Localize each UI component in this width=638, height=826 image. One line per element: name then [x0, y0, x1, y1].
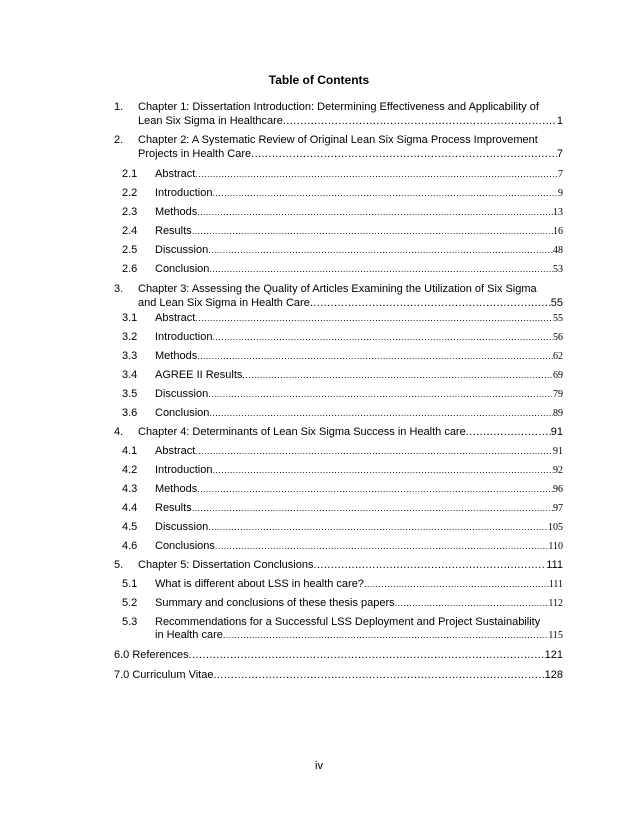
dot-leader	[195, 311, 553, 325]
toc-entry-page: 53	[553, 264, 563, 275]
dot-leader	[197, 205, 553, 219]
page-number: iv	[315, 760, 323, 772]
toc-entry-title: Discussion	[155, 244, 209, 256]
dot-leader	[212, 330, 553, 344]
toc-entry-title: Conclusions	[155, 540, 215, 552]
toc-entry-title: Results	[155, 502, 192, 514]
toc-entry-page: 105	[548, 522, 563, 533]
toc-entry-title: Introduction	[155, 464, 213, 476]
toc-entry-page: 79	[553, 389, 563, 400]
toc-entry-title: Chapter 4: Determinants of Lean Six Sigma Success in Health care	[138, 426, 466, 438]
toc-entry-page: 110	[548, 541, 563, 552]
toc-entry-number: 2.2	[122, 187, 138, 199]
toc-entry-number: 2.5	[122, 244, 138, 256]
dot-leader	[195, 444, 553, 458]
toc-entry-title: Methods	[155, 206, 198, 218]
toc-entry-title: 7.0 Curriculum Vitae	[114, 669, 214, 681]
dot-leader	[395, 596, 549, 610]
dot-leader	[310, 296, 551, 310]
toc-entry-page: 7	[556, 148, 563, 160]
toc-entry-page: 69	[553, 370, 563, 381]
toc-entry-page: 91	[550, 426, 563, 438]
dot-leader	[192, 501, 553, 515]
toc-entry-number: 2.6	[122, 263, 138, 275]
dot-leader	[197, 349, 553, 363]
dot-leader	[251, 147, 557, 161]
toc-entry-title: and Lean Six Sigma in Health Care	[138, 297, 310, 309]
toc-entry-title: Chapter 2: A Systematic Review of Original Lean Six Sigma Process Improvement	[138, 134, 538, 146]
toc-entry-number: 4.2	[122, 464, 138, 476]
toc-entry-page: 115	[548, 630, 563, 641]
toc-entry-number: 4.6	[122, 540, 138, 552]
toc-entry-page: 55	[553, 313, 563, 324]
dot-leader	[212, 463, 553, 477]
dot-leader	[197, 482, 553, 496]
toc-entry-title: Projects in Health Care	[138, 148, 252, 160]
dot-leader	[192, 224, 553, 238]
toc-entry-page: 13	[553, 207, 563, 218]
toc-entry-title: Abstract	[155, 312, 196, 324]
dot-leader	[466, 425, 551, 439]
toc-entry-number: 3.1	[122, 312, 138, 324]
toc-entry-title: Results	[155, 225, 192, 237]
toc-entry-page: 111	[546, 559, 563, 571]
page-title: Table of Contents	[268, 73, 370, 87]
toc-entry-title: Introduction	[155, 331, 213, 343]
dot-leader	[364, 577, 549, 591]
dot-leader	[215, 539, 548, 553]
toc-entry-title: Chapter 5: Dissertation Conclusions	[138, 559, 314, 571]
toc-entry-page: 48	[553, 245, 563, 256]
dot-leader	[283, 114, 557, 128]
toc-entry-title: Methods	[155, 350, 198, 362]
toc-entry-page: 96	[553, 484, 563, 495]
toc-entry-number: 3.	[114, 283, 124, 295]
toc-entry-title: in Health care	[155, 629, 223, 641]
dot-leader	[313, 558, 546, 572]
toc-entry-title: Chapter 1: Dissertation Introduction: Determining Effectiveness and Applicability of	[138, 101, 539, 113]
dot-leader	[195, 167, 558, 181]
toc-entry-title: Conclusion	[155, 263, 210, 275]
toc-entry-number: 3.2	[122, 331, 138, 343]
toc-entry-page: 9	[558, 188, 563, 199]
toc-entry-page: 1	[556, 115, 563, 127]
dot-leader	[208, 520, 548, 534]
toc-entry-title: Summary and conclusions of these thesis papers	[155, 597, 395, 609]
toc-entry-number: 2.	[114, 134, 124, 146]
toc-entry-page: 89	[553, 408, 563, 419]
toc-entry-page: 121	[544, 649, 563, 661]
dot-leader	[212, 186, 558, 200]
toc-entry-title: Conclusion	[155, 407, 210, 419]
toc-entry-page: 91	[553, 446, 563, 457]
toc-entry-title: AGREE II Results	[155, 369, 243, 381]
dot-leader	[242, 368, 553, 382]
toc-entry-page: 128	[544, 669, 563, 681]
toc-entry-title: Abstract	[155, 168, 196, 180]
toc-entry-page: 62	[553, 351, 563, 362]
toc-entry-number: 5.2	[122, 597, 138, 609]
toc-entry-number: 4.4	[122, 502, 138, 514]
toc-entry-page: 92	[553, 465, 563, 476]
toc-entry-title: Recommendations for a Successful LSS Deployment and Project Sustainability	[155, 616, 541, 628]
toc-entry-number: 4.5	[122, 521, 138, 533]
toc-entry-title: Abstract	[155, 445, 196, 457]
toc-entry-title: 6.0 References	[114, 649, 189, 661]
toc-entry-page: 112	[548, 598, 563, 609]
toc-entry-title: Lean Six Sigma in Healthcare	[138, 115, 283, 127]
dot-leader	[208, 243, 553, 257]
toc-entry-number: 2.4	[122, 225, 138, 237]
toc-entry-title: Discussion	[155, 388, 209, 400]
toc-entry-title: Methods	[155, 483, 198, 495]
toc-entry-page: 55	[550, 297, 563, 309]
toc-entry-number: 2.3	[122, 206, 138, 218]
toc-entry-number: 5.3	[122, 616, 138, 628]
toc-entry-number: 1.	[114, 101, 124, 113]
dot-leader	[213, 668, 544, 682]
toc-entry-number: 4.	[114, 426, 124, 438]
toc-entry-number: 5.	[114, 559, 124, 571]
dot-leader	[223, 628, 548, 642]
toc-entry-title: Introduction	[155, 187, 213, 199]
toc-entry-number: 4.1	[122, 445, 138, 457]
toc-entry-title: Chapter 3: Assessing the Quality of Articles Examining the Utilization of Six Sigma	[138, 283, 537, 295]
toc-entry-number: 2.1	[122, 168, 138, 180]
toc-entry-number: 3.5	[122, 388, 138, 400]
dot-leader	[208, 387, 553, 401]
toc-entry-page: 97	[553, 503, 563, 514]
dot-leader	[189, 648, 545, 662]
toc-entry-title: What is different about LSS in health care?	[155, 578, 364, 590]
toc-entry-page: 111	[548, 579, 563, 590]
toc-entry-number: 4.3	[122, 483, 138, 495]
dot-leader	[209, 262, 553, 276]
toc-entry-number: 3.6	[122, 407, 138, 419]
toc-entry-page: 16	[553, 226, 563, 237]
toc-entry-number: 3.4	[122, 369, 138, 381]
toc-entry-number: 3.3	[122, 350, 138, 362]
toc-entry-page: 7	[558, 169, 563, 180]
dot-leader	[209, 406, 553, 420]
toc-entry-title: Discussion	[155, 521, 209, 533]
toc-entry-page: 56	[553, 332, 563, 343]
toc-entry-number: 5.1	[122, 578, 138, 590]
